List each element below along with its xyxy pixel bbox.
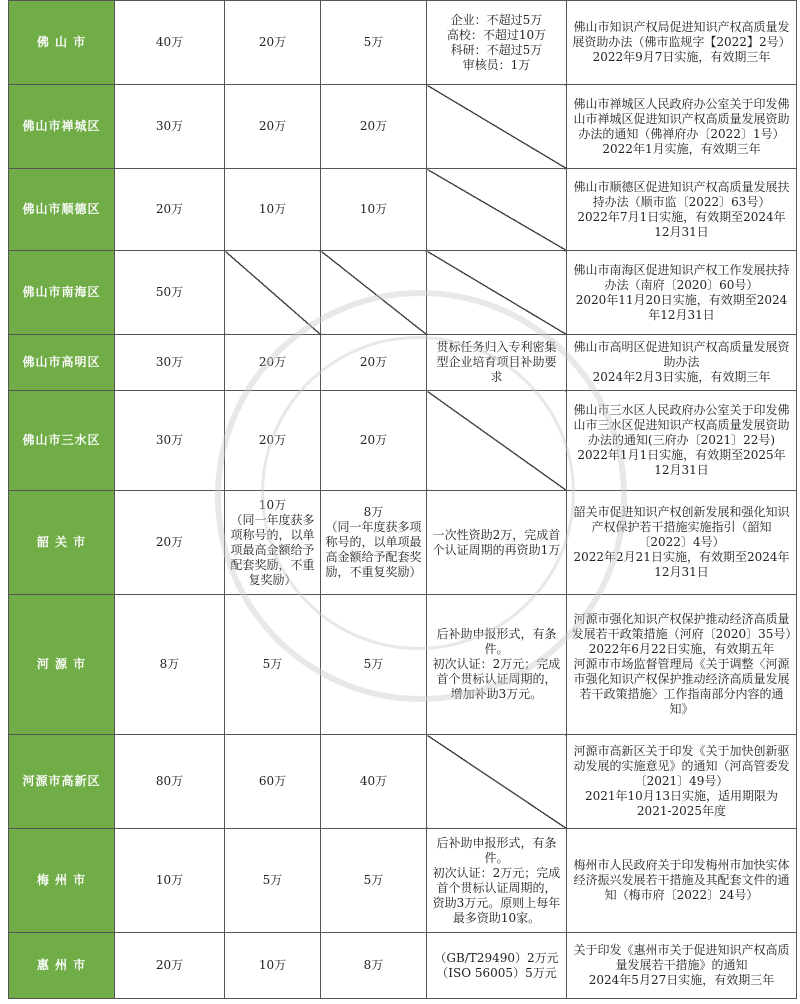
region-cell: 河 源 市 — [9, 595, 115, 735]
doc-line: 佛山市高明区促进知识产权高质量发展资助办法 — [573, 340, 790, 369]
region-cell: 佛山市顺德区 — [9, 169, 115, 251]
amount-cell: 20万 — [321, 85, 427, 169]
amount-cell: 5万 — [321, 829, 427, 933]
policy-doc-cell — [567, 735, 797, 829]
empty-diagonal-cell — [427, 85, 567, 169]
amount-cell: 40万 — [115, 1, 225, 85]
amount-cell: 20万 — [225, 335, 321, 391]
amount-cell: 5万 — [225, 829, 321, 933]
standard-note-cell: 一次性资助2万，完成首个认证周期的再资助1万 — [427, 491, 567, 595]
amount-cell: 80万 — [115, 735, 225, 829]
amount-cell: 20万 — [115, 933, 225, 999]
region-cell: 佛山市高明区 — [9, 335, 115, 391]
doc-line: 河源市市场监督管理局《关于调整〈河源市强化知识产权保护推动经济高质量发展若干政策措施〉工作指南部分内容的通知》 — [573, 657, 790, 716]
doc-line: 2022年7月1日实施，有效期至2024年12月31日 — [577, 209, 786, 239]
region-cell: 佛山市三水区 — [9, 391, 115, 491]
amount-cell: 40万 — [321, 735, 427, 829]
region-cell: 河源市高新区 — [9, 735, 115, 829]
amount-cell: 30万 — [115, 335, 225, 391]
region-cell: 韶 关 市 — [9, 491, 115, 595]
region-cell: 佛山市禅城区 — [9, 85, 115, 169]
region-cell: 梅 州 市 — [9, 829, 115, 933]
amount-cell: 10万 — [225, 933, 321, 999]
doc-line: 2021年10月13日实施，适用期限为2021-2025年度 — [584, 789, 779, 818]
policy-doc-cell — [567, 933, 797, 999]
amount-cell: 10万 — [225, 169, 321, 251]
amount-cell: 60万 — [225, 735, 321, 829]
standard-note-cell — [427, 1, 567, 85]
doc-line: 佛山市三水区人民政府办公室关于印发佛山市三水区促进知识产权高质量发展资助办法的通知(三府办〔2021〕22号) — [573, 403, 790, 447]
doc-line: 佛山市南海区促进知识产权工作发展扶持办法（南府〔2020〕60号） — [573, 262, 790, 292]
doc-line: 韶关市促进知识产权创新发展和强化知识产权保护若干措施实施指引（韶知〔2022〕4号） — [573, 505, 790, 549]
doc-line: 2022年9月7日实施，有效期三年 — [592, 50, 771, 64]
policy-doc-cell — [567, 829, 797, 933]
amount-cell: 8万 — [321, 933, 427, 999]
amount-remark: （同一年度获多项称号的，以单项最高金额给予配套奖励，不重复奖励） — [230, 512, 315, 587]
standard-note-cell — [427, 829, 567, 933]
table-row — [9, 85, 797, 169]
policy-doc-cell — [567, 595, 797, 735]
empty-diagonal-cell — [427, 391, 567, 491]
region-cell: 佛山市南海区 — [9, 251, 115, 335]
amount-cell: 20万 — [115, 169, 225, 251]
table-row — [9, 1, 797, 85]
table-row — [9, 491, 797, 595]
table-row — [9, 735, 797, 829]
standard-note-cell: 贯标任务归入专利密集型企业培育项目补助要求 — [427, 335, 567, 391]
doc-line: 关于印发《惠州市关于促进知识产权高质量发展若干措施》的通知 — [573, 943, 790, 972]
doc-line: 佛山市顺德区促进知识产权高质量发展扶持办法（顺市监〔2022〕63号） — [573, 179, 790, 209]
doc-line: 梅州市人民政府关于印发梅州市加快实体经济振兴发展若干措施及其配套文件的通知（梅市府〔2022〕24号） — [573, 858, 790, 902]
doc-line: 2022年1月1日实施，有效期至2025年12月31日 — [577, 448, 786, 477]
amount-cell: 20万 — [225, 85, 321, 169]
policy-doc-cell — [567, 391, 797, 491]
note-line: （GB/T29490）2万元 — [434, 950, 559, 965]
empty-diagonal-cell — [427, 169, 567, 251]
amount-cell: 10万 — [115, 829, 225, 933]
empty-diagonal-cell — [321, 251, 427, 335]
table-row — [9, 169, 797, 251]
amount-cell: 30万 — [115, 85, 225, 169]
amount-cell: 10万 — [321, 169, 427, 251]
amount-cell — [225, 491, 321, 595]
note-line: 后补助申报形式，有条件。 — [436, 627, 557, 656]
doc-line: 2024年5月27日实施，有效期三年 — [588, 973, 775, 987]
amount-cell: 50万 — [115, 251, 225, 335]
amount-cell: 20万 — [115, 491, 225, 595]
note-line: 高校：不超过10万 — [446, 27, 547, 42]
note-line: 企业：不超过5万 — [450, 12, 543, 27]
doc-line: 2024年2月3日实施，有效期三年 — [592, 370, 771, 384]
table-row — [9, 595, 797, 735]
amount-cell: 20万 — [225, 1, 321, 85]
table-row — [9, 391, 797, 491]
table-row — [9, 933, 797, 999]
table-row — [9, 335, 797, 391]
doc-line: 2020年11月20日实施，有效期至2024年12月31日 — [575, 292, 788, 322]
policy-doc-cell — [567, 251, 797, 335]
amount-cell: 30万 — [115, 391, 225, 491]
region-cell: 佛 山 市 — [9, 1, 115, 85]
note-line: 科研：不超过5万 — [450, 42, 543, 57]
note-line: 初次认证：2万元；完成首个贯标认证周期的，增加补助3万元。 — [432, 657, 561, 701]
amount-cell: 5万 — [321, 1, 427, 85]
amount-cell — [321, 491, 427, 595]
policy-doc-cell — [567, 169, 797, 251]
empty-diagonal-cell — [427, 735, 567, 829]
standard-note-cell — [427, 933, 567, 999]
standard-note-cell — [427, 595, 567, 735]
empty-diagonal-cell — [225, 251, 321, 335]
table-row — [9, 251, 797, 335]
amount-cell: 20万 — [225, 391, 321, 491]
policy-doc-cell — [567, 1, 797, 85]
note-line: 初次认证：2万元；完成首个贯标认证周期的，资助3万元。原则上每年最多资助10家。 — [432, 865, 561, 925]
doc-line: 佛山市知识产权局促进知识产权高质量发展资助办法（佛市监规字【2022】2号） — [572, 20, 791, 49]
policy-doc-cell — [567, 335, 797, 391]
policy-doc-cell — [567, 491, 797, 595]
note-line: 后补助申报形式，有条件。 — [436, 835, 557, 865]
note-line: （ISO 56005）5万元 — [436, 965, 557, 980]
amount-remark: （同一年度获多项称号的，以单项最高金额给予配套奖励，不重复奖励） — [325, 520, 422, 579]
doc-line: 2022年1月实施，有效期三年 — [602, 141, 761, 156]
doc-line: 佛山市禅城区人民政府办公室关于印发佛山市禅城区促进知识产权高质量发展资助办法的通知（佛禅府办〔2022〕1号） — [573, 96, 790, 141]
amount-value: 8万 — [363, 505, 384, 519]
subsidy-table — [8, 0, 797, 999]
amount-cell: 20万 — [321, 335, 427, 391]
table-row — [9, 829, 797, 933]
note-line: 审核员：1万 — [462, 57, 531, 72]
doc-line: 河源市高新区关于印发《关于加快创新驱动发展的实施意见》的通知（河高管委发〔2021〕49号） — [573, 744, 790, 788]
amount-value: 10万 — [258, 497, 287, 512]
amount-cell: 5万 — [321, 595, 427, 735]
policy-doc-cell — [567, 85, 797, 169]
doc-line: 2022年2月21日实施，有效期至2024年12月31日 — [573, 550, 790, 579]
amount-cell: 20万 — [321, 391, 427, 491]
region-cell: 惠 州 市 — [9, 933, 115, 999]
empty-diagonal-cell — [427, 251, 567, 335]
amount-cell: 5万 — [225, 595, 321, 735]
doc-line: 河源市强化知识产权保护推动经济高质量发展若干政策措施（河府〔2020〕35号）2022年6月22日实施，有效期五年 — [571, 612, 792, 656]
amount-cell: 8万 — [115, 595, 225, 735]
